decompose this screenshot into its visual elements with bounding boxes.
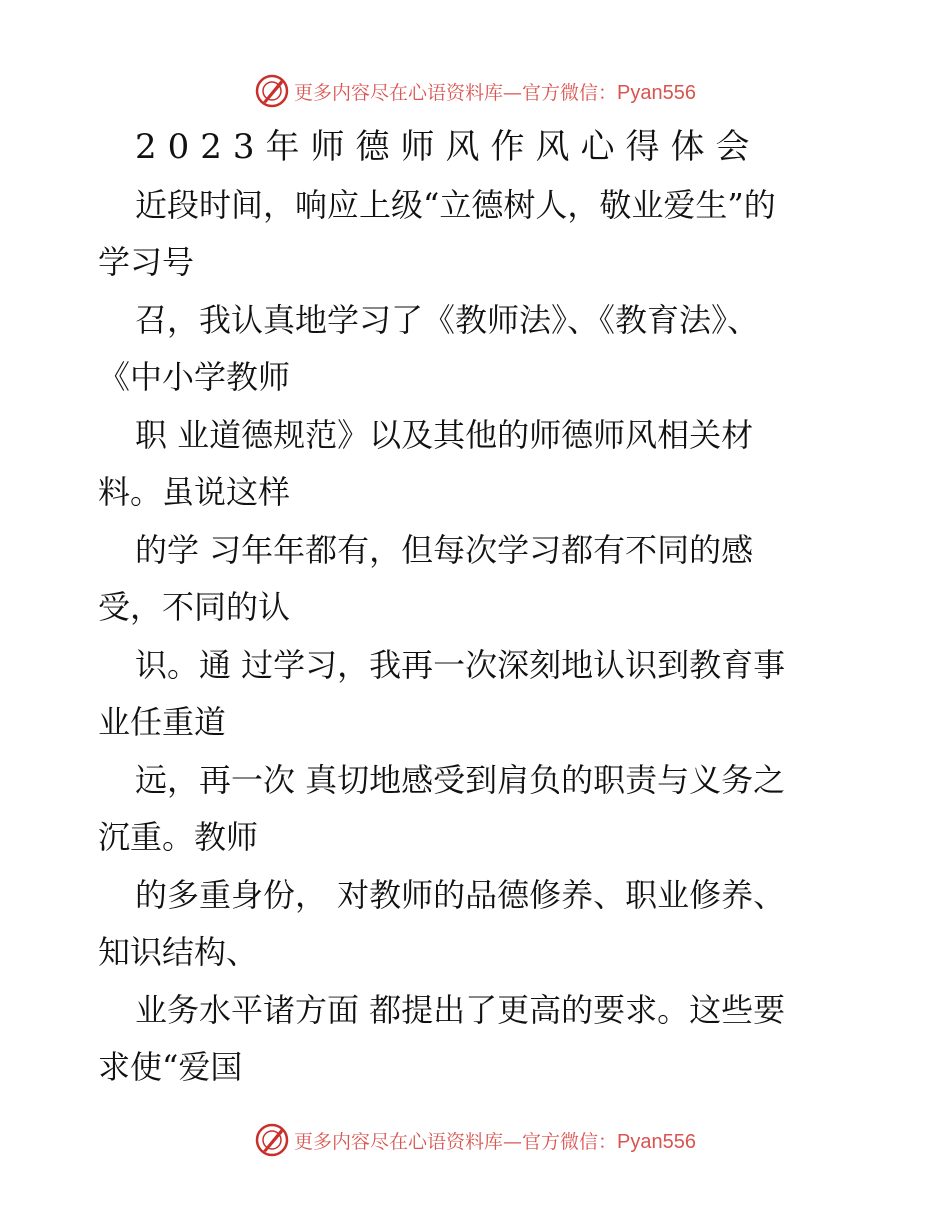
paragraph-line: 召，我认真地学习了《教师法》、《教育法》、 (135, 301, 760, 339)
footer-banner-text: 更多内容尽在心语资料库—官方微信：Pyan556 (294, 1130, 696, 1153)
paragraph-line: 远，再一次 真切地感受到肩负的职责与义务之 (135, 761, 786, 799)
paragraph-line: 求使“爱国 (98, 1048, 243, 1086)
paragraph-line: 职 业道德规范》以及其他的师德师风相关材 (135, 416, 754, 454)
paragraph-line: 业务水平诸方面 都提出了更高的要求。这些要 (135, 991, 786, 1029)
paragraph-line: 学习号 (98, 243, 195, 281)
paragraph-line: 沉重。教师 (98, 818, 259, 856)
quill-logo-icon (254, 1122, 290, 1158)
paragraph-line: 受，不同的认 (98, 588, 291, 626)
header-banner-text: 更多内容尽在心语资料库—官方微信：Pyan556 (294, 81, 696, 104)
paragraph-line: 业任重道 (98, 703, 227, 741)
footer-banner (0, 1120, 950, 1160)
paragraph-line: 近段时间，响应上级“立德树人，敬业爱生”的 (135, 186, 776, 224)
quill-logo-icon (254, 73, 290, 109)
paragraph-line: 知识结构、 (98, 933, 259, 971)
paragraph-line: 识。通 过学习，我再一次深刻地认识到教育事 (135, 646, 786, 684)
paragraph-line: 《中小学教师 (98, 358, 291, 396)
header-banner (0, 71, 950, 111)
paragraph-line: 料。虽说这样 (98, 473, 291, 511)
document-title: 2023年师德师风作风心得体会 (135, 127, 761, 167)
paragraph-line: 的学 习年年都有，但每次学习都有不同的感 (135, 531, 754, 569)
paragraph-line: 的多重身份， 对教师的品德修养、职业修养、 (135, 876, 786, 914)
